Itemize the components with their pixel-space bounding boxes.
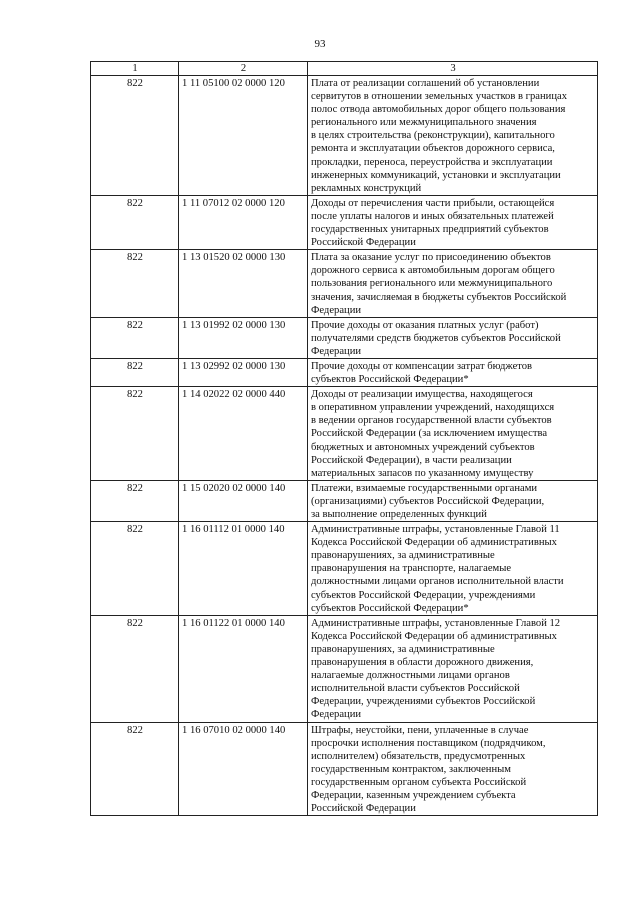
description-line: налагаемые должностными лицами органов — [311, 670, 510, 682]
description-line: (организациями) субъектов Российской Федерации, — [311, 495, 545, 507]
header-col-3: 3 — [308, 62, 598, 76]
description-line: Прочие доходы от компенсации затрат бюджетов — [311, 360, 533, 372]
admin-code-cell: 822 — [91, 250, 179, 317]
description-line: ремонта и эксплуатации объектов дорожного сервиса, — [311, 143, 555, 155]
description-line: инженерных коммуникаций, установки и эксплуатации — [311, 169, 561, 181]
description-line: дорожного сервиса к автомобильным дорогам общего — [311, 265, 555, 277]
description-line: за выполнение определенных функций — [311, 509, 487, 520]
description-line: в оперативном управлении учреждений, находящихся — [311, 402, 555, 414]
admin-code-cell: 822 — [91, 387, 179, 481]
table-row — [91, 522, 598, 616]
description-line: Доходы от реализации имущества, находящегося — [311, 389, 533, 401]
description-line: после уплаты налогов и иных обязательных платежей — [311, 210, 554, 222]
description-cell — [308, 387, 598, 481]
description-line: Федерации — [311, 345, 362, 357]
description-line: прокладки, переноса, переустройства и эксплуатации — [311, 156, 553, 168]
admin-code-cell: 822 — [91, 615, 179, 722]
revenue-table — [90, 61, 598, 816]
description-line: государственным контрактом, заключенным — [311, 763, 511, 775]
description-line: Платежи, взимаемые государственными органами — [311, 482, 538, 494]
budget-code-cell: 1 13 01992 02 0000 130 — [179, 317, 308, 358]
description-line: Прочие доходы от оказания платных услуг (работ) — [311, 319, 539, 331]
table-row — [91, 195, 598, 249]
budget-code-cell: 1 11 05100 02 0000 120 — [179, 76, 308, 196]
admin-code-cell: 822 — [91, 480, 179, 521]
description-cell — [308, 358, 598, 386]
description-line: Штрафы, неустойки, пени, уплаченные в случае — [311, 724, 529, 736]
description-line: регионального или межмуниципального значения — [311, 117, 537, 129]
description-line: Российской Федерации — [311, 237, 416, 249]
description-cell — [308, 317, 598, 358]
table-row — [91, 722, 598, 816]
table-row — [91, 317, 598, 358]
description-line: исполнительной власти субъектов Российской — [311, 683, 520, 695]
description-line: Плата за оказание услуг по присоединению объектов — [311, 252, 551, 264]
description-line: рекламных конструкций — [311, 182, 422, 194]
description-line: пользования регионального или межмуниципального — [311, 278, 553, 290]
description-line: Кодекса Российской Федерации об административных — [311, 630, 557, 642]
description-line: Российской Федерации (за исключением имущества — [311, 428, 548, 440]
description-cell — [308, 195, 598, 249]
description-line: сервитутов в отношении земельных участков в границах — [311, 91, 568, 103]
budget-code-cell: 1 16 01112 01 0000 140 — [179, 522, 308, 616]
description-line: Кодекса Российской Федерации об административных — [311, 537, 557, 549]
budget-code-cell: 1 13 01520 02 0000 130 — [179, 250, 308, 317]
description-line: в ведении органов государственной власти субъектов — [311, 415, 552, 427]
admin-code-cell: 822 — [91, 522, 179, 616]
table-row — [91, 615, 598, 722]
description-cell — [308, 722, 598, 816]
description-line: правонарушения в области дорожного движения, — [311, 657, 534, 669]
description-cell — [308, 615, 598, 722]
table-row — [91, 76, 598, 196]
description-line: Доходы от перечисления части прибыли, остающейся — [311, 197, 555, 209]
description-line: Федерации, учреждениями субъектов Российской — [311, 696, 536, 708]
header-col-1: 1 — [91, 62, 179, 76]
description-cell — [308, 522, 598, 616]
header-col-2: 2 — [179, 62, 308, 76]
description-line: Плата от реализации соглашений об установлении — [311, 78, 540, 89]
header-row — [91, 62, 598, 76]
table-row — [91, 387, 598, 481]
description-line: Административные штрафы, установленные Главой 11 — [311, 524, 560, 536]
description-line: субъектов Российской Федерации* — [311, 374, 469, 386]
description-line: правонарушениях, за административные — [311, 550, 495, 562]
description-line: правонарушения на транспорте, налагаемые — [311, 563, 512, 575]
budget-code-cell: 1 16 01122 01 0000 140 — [179, 615, 308, 722]
description-line: Административные штрафы, установленные Главой 12 — [311, 617, 561, 629]
budget-code-cell: 1 15 02020 02 0000 140 — [179, 480, 308, 521]
description-line: в целях строительства (реконструкции), капитального — [311, 130, 555, 142]
description-line: бюджетных и автономных учреждений субъектов — [311, 441, 535, 453]
budget-code-cell: 1 14 02022 02 0000 440 — [179, 387, 308, 481]
table-row — [91, 250, 598, 317]
description-line: Российской Федерации — [311, 803, 416, 815]
page-number: 93 — [314, 38, 326, 50]
description-line: субъектов Российской Федерации, учреждениями — [311, 589, 536, 601]
description-line: государственных унитарных предприятий субъектов — [311, 224, 549, 236]
description-line: Федерации — [311, 304, 362, 316]
description-line: Федерации — [311, 709, 362, 721]
description-cell — [308, 480, 598, 521]
budget-code-cell: 1 11 07012 02 0000 120 — [179, 195, 308, 249]
description-line: государственным органом субъекта Российской — [311, 776, 527, 788]
description-line: правонарушениях, за административные — [311, 643, 495, 655]
table-body — [91, 76, 598, 816]
description-line: получателями средств бюджетов субъектов Российской — [311, 332, 561, 344]
description-line: полос отвода автомобильных дорог общего пользования — [311, 104, 566, 116]
description-line: Федерации, казенным учреждением субъекта — [311, 789, 516, 801]
admin-code-cell: 822 — [91, 722, 179, 816]
description-line: исполнителем) обязательств, предусмотренных — [311, 750, 526, 762]
description-line: значения, зачисляемая в бюджеты субъектов Российской — [311, 291, 567, 303]
description-line: должностными лицами органов исполнительной власти — [311, 576, 564, 588]
description-line: Российской Федерации), в части реализации — [311, 454, 512, 466]
table-row — [91, 358, 598, 386]
description-cell — [308, 76, 598, 196]
description-line: материальных запасов по указанному имуществу — [311, 467, 534, 479]
description-line: субъектов Российской Федерации* — [311, 602, 469, 614]
budget-code-cell: 1 16 07010 02 0000 140 — [179, 722, 308, 816]
admin-code-cell: 822 — [91, 76, 179, 196]
admin-code-cell: 822 — [91, 195, 179, 249]
admin-code-cell: 822 — [91, 358, 179, 386]
budget-code-cell: 1 13 02992 02 0000 130 — [179, 358, 308, 386]
table-row — [91, 480, 598, 521]
admin-code-cell: 822 — [91, 317, 179, 358]
description-cell — [308, 250, 598, 317]
description-line: просрочки исполнения поставщиком (подрядчиком, — [311, 737, 546, 749]
